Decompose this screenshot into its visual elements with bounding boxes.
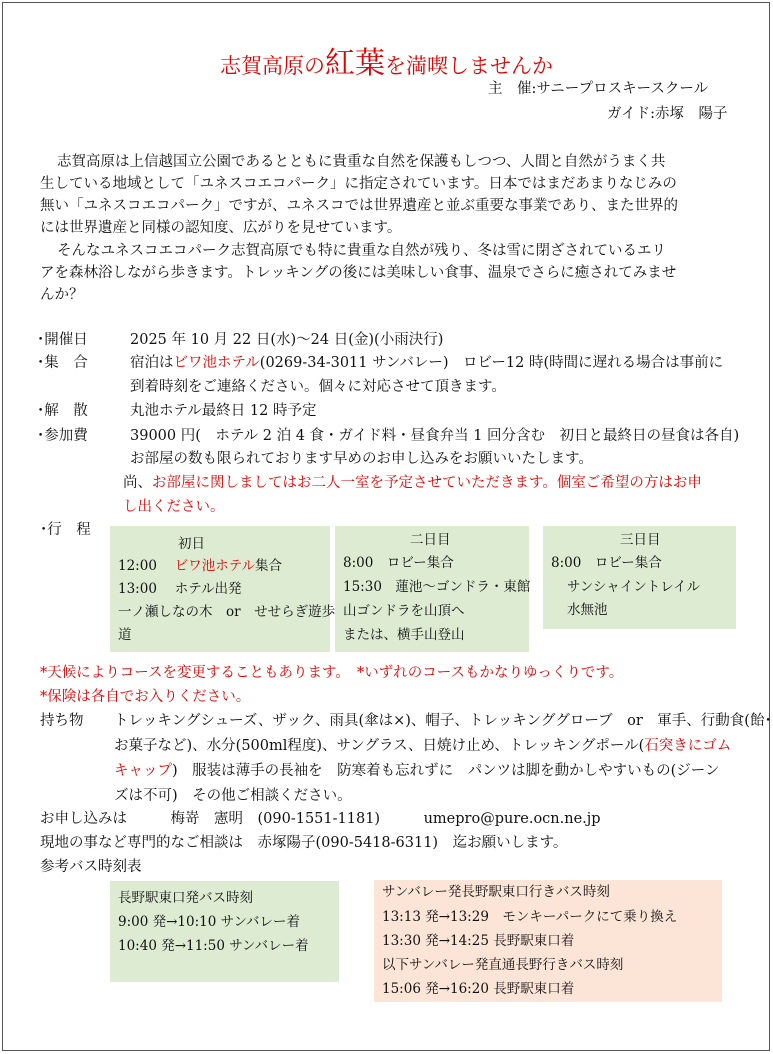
note-weather: *天候によりコースを変更することもあります。 — [40, 665, 350, 681]
day2-header: 二日目 — [410, 532, 451, 548]
day2-item-2: 15:30 蓮池～ゴンドラ・東館 — [343, 579, 531, 595]
note-pace: *いずれのコースもかなりゆっくりです。 — [357, 665, 624, 681]
day1-item-2: 13:00 ホテル出発 — [118, 581, 242, 597]
guide: ガイド:赤塚 陽子 — [607, 106, 728, 122]
items-line3-post: ) 服装は薄手の長袖を 防寒着も忘れずに パンツは脚を動かしやすいもの(ジーン — [172, 763, 720, 779]
itinerary-day1 — [110, 526, 336, 652]
day2-item-1: 8:00 ロビー集合 — [343, 555, 454, 571]
items-label: 持ち物 — [40, 713, 84, 729]
day3-item-1: 8:00 ロビー集合 — [551, 555, 662, 571]
bus-left-title: 長野駅東口発バス時刻 — [118, 890, 253, 906]
bus-reference-label: 参考バス時刻表 — [40, 859, 142, 875]
intro-line-7: んか？ — [40, 287, 84, 303]
day3-item-2: サンシャイントレイル — [567, 579, 701, 595]
day2-item-4: または、横手山登山 — [343, 627, 465, 643]
itinerary-day2 — [335, 526, 529, 652]
fee-label: ･参加費 — [37, 428, 88, 444]
contact-local: 現地の事など専門的なご相談は 赤塚陽子(090-5418-6311) 迄お願いします。 — [40, 835, 568, 851]
intro-line-3: 無い「ユネスコエコパーク」ですが、ユネスコでは世界遺産と並ぶ重要な事業であり、また世界的 — [40, 198, 678, 214]
day1-time: 12:00 — [118, 558, 157, 574]
items-line-2 — [114, 739, 731, 754]
items-line-4: ズは不可) その他ご相談ください。 — [114, 788, 352, 804]
note-insurance: *保険は各自でお入りください。 — [40, 689, 251, 705]
day1-header: 初日 — [178, 536, 205, 552]
date-value: 2025 年 10 月 22 日(水)～24 日(金)(小雨決行) — [130, 332, 444, 348]
bus-left-row-1: 9:00 発→10:10 サンバレー着 — [118, 914, 300, 930]
bus-right-row-4: 15:06 発→16:20 長野駅東口着 — [382, 981, 575, 997]
items-line-1: トレッキングシューズ、ザック、雨具(傘は×)、帽子、トレッキンググローブ or 軍手、行動食(飴･ — [114, 713, 772, 729]
bus-right-row-1: 13:13 発→13:29 モンキーパークにて乗り換え — [382, 909, 678, 925]
bus-table-right — [374, 880, 722, 1002]
contact-apply: お申し込みは 梅嵜 憲明 (090-1551-1181) umepro@pure.ocn.ne.jp — [40, 811, 601, 827]
bus-right-title: サンバレー発長野駅東口行きバス時刻 — [382, 884, 610, 900]
day1-item-3: 一ノ瀬しなの木 or せせらぎ遊歩 — [118, 604, 336, 620]
itinerary-day3 — [543, 526, 736, 629]
day1-hotel: ビワ池ホテル — [174, 558, 256, 574]
organizer: 主 催:サニープロスキースクール — [488, 81, 709, 97]
items-line2-red: 石突きにゴム — [644, 738, 732, 754]
day1-item-4: 道 — [118, 627, 132, 643]
fee-line2: お部屋の数も限られております早めのお申し込みをお願いいたします。 — [130, 451, 593, 467]
meet-pre: 宿泊は — [130, 355, 174, 371]
items-line-3 — [114, 764, 720, 779]
meet-hotel: ビワ池ホテル — [173, 355, 260, 371]
title-post: を満喫しませんか — [385, 54, 553, 78]
title-highlight: 紅葉 — [325, 46, 385, 81]
bus-right-row-3: 以下サンバレー発直通長野行きバス時刻 — [382, 957, 624, 973]
day3-item-3: 水無池 — [567, 602, 608, 618]
items-line2-pre: お菓子など)、水分(500ml程度)、サングラス、日焼け止め、トレッキングポール( — [114, 738, 645, 754]
title-pre: 志賀高原の — [220, 54, 325, 78]
day2-item-3: 山ゴンドラを山頂へ — [343, 603, 465, 619]
intro-line-6: アを森林浴しながら歩きます。トレッキングの後には美味しい食事、温泉でさらに癒されてみませ — [40, 265, 677, 281]
day3-header: 三日目 — [620, 532, 661, 548]
room-red: お部屋に関しましてはお二人一室を予定させていただきます。個室ご希望の方はお申 — [152, 475, 702, 491]
intro-line-4: には世界遺産と同様の認知度、広がりを見せています。 — [40, 220, 402, 236]
room-line2: し出ください。 — [123, 499, 225, 515]
room-note — [123, 476, 702, 491]
itinerary-label: ･行 程 — [40, 522, 91, 538]
items-line3-red: キャップ — [114, 763, 172, 779]
fee-value: 39000 円( ホテル 2 泊 4 食・ガイド料・昼食弁当 1 回分含む 初日と最終日の昼食は各自) — [130, 428, 740, 444]
bus-right-row-2: 13:30 発→14:25 長野駅東口着 — [382, 933, 575, 949]
meet-line2: 到着時刻をご連絡ください。個々に対応させて頂きます。 — [130, 379, 506, 395]
intro-line-5: そんなユネスコエコパーク志賀高原でも特に貴重な自然が残り、冬は雪に閉ざされているエリ — [57, 243, 666, 259]
bus-left-row-2: 10:40 発→11:50 サンバレー着 — [118, 938, 309, 954]
dismiss-value: 丸池ホテル最終日 12 時予定 — [130, 403, 317, 419]
dismiss-label: ･解 散 — [37, 403, 88, 419]
room-pre: 尚、 — [123, 475, 152, 491]
day1-meet: 集合 — [255, 558, 283, 574]
page-title — [0, 38, 773, 82]
bus-table-left — [110, 881, 339, 982]
date-label: ･開催日 — [37, 332, 88, 348]
meet-value — [130, 356, 723, 371]
intro-line-1: 志賀高原は上信越国立公園であるとともに貴重な自然を保護もしつつ、人間と自然がうまく共 — [57, 154, 666, 170]
meet-post: (0269-34-3011 サンバレー) ロビー12 時(時間に遅れる場合は事前に — [259, 355, 724, 371]
day1-item-1 — [118, 560, 282, 574]
intro-line-2: 生している地域として「ユネスコエコパーク」に指定されています。日本ではまだあまりなじみの — [40, 176, 677, 192]
meet-label: ･集 合 — [37, 355, 88, 371]
